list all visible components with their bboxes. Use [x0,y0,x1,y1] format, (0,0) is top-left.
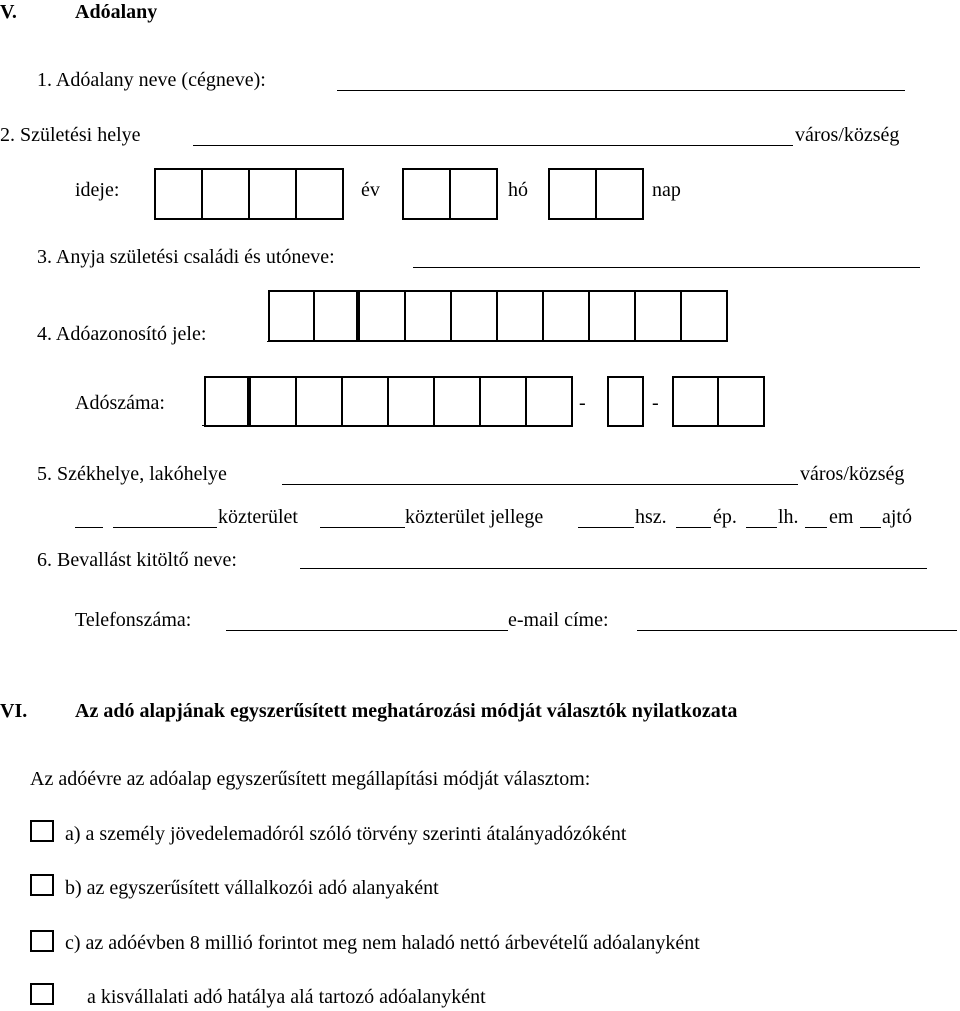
tax-number-digit-box[interactable] [297,376,343,427]
tax-id-digit-box[interactable] [360,290,406,342]
month-digit-box[interactable] [404,168,451,220]
street-type-label: közterület jellege [405,506,544,528]
tax-id-digit-box[interactable] [315,290,360,342]
tax-id-digit-box[interactable] [682,290,728,342]
tax-id-digit-box[interactable] [498,290,544,342]
day-digit-box[interactable] [597,168,644,220]
tax-number-digit-box[interactable] [719,376,765,427]
day-boxes[interactable] [548,168,644,220]
tax-id-digit-box[interactable] [452,290,498,342]
phone-label: Telefonszáma: [75,609,192,631]
house-number-label: hsz. [635,506,667,528]
name-field[interactable] [337,90,905,91]
tax-id-digit-box[interactable] [544,290,590,342]
tax-id-boxes[interactable] [268,290,728,342]
tax-number-county-boxes[interactable] [672,376,765,427]
door-field[interactable] [860,527,881,528]
floor-field[interactable] [805,527,827,528]
house-number-field[interactable] [578,527,634,528]
filler-name-field[interactable] [300,568,927,569]
option-a-label: a) a személy jövedelemadóról szóló törvény szerinti átalányadózóként [65,823,627,845]
year-digit-box[interactable] [297,168,344,220]
day-label: nap [652,179,681,201]
tax-id-digit-box[interactable] [590,290,636,342]
tax-number-digit-box[interactable] [674,376,719,427]
year-digit-box[interactable] [250,168,297,220]
year-label: év [361,179,380,201]
option-a-checkbox[interactable] [30,820,54,842]
seat-field[interactable] [282,484,798,485]
option-b-checkbox[interactable] [30,874,54,896]
tax-number-digit-box[interactable] [481,376,527,427]
tax-number-digit-box[interactable] [389,376,435,427]
city-label: város/község [800,463,905,485]
option-c-label: c) az adóévben 8 millió forintot meg nem haladó nettó árbevételű adóalanyként [65,932,700,954]
floor-label: em [829,506,854,528]
year-digit-box[interactable] [203,168,250,220]
email-label: e-mail címe: [508,609,609,631]
day-digit-box[interactable] [550,168,597,220]
tax-number-digit-box[interactable] [251,376,297,427]
tax-number-digit-box[interactable] [609,376,644,427]
section-number: V. [0,1,17,23]
tax-id-digit-box[interactable] [636,290,682,342]
year-boxes[interactable] [154,168,344,220]
stairway-field[interactable] [746,527,777,528]
item-label: 5. Székhelye, lakóhelye [37,463,227,485]
tax-number-digit-box[interactable] [343,376,389,427]
item-label: 1. Adóalany neve (cégneve): [37,69,266,91]
option-c-checkbox[interactable] [30,930,54,952]
tax-number-digit-box[interactable] [527,376,573,427]
item-label: 3. Anyja születési családi és utóneve: [37,246,335,268]
tax-number-digit-box[interactable] [435,376,481,427]
option-d-label: a kisvállalati adó hatálya alá tartozó adóalanyként [87,986,486,1008]
year-digit-box[interactable] [156,168,203,220]
street-field[interactable] [113,527,217,528]
zip-field[interactable] [75,527,103,528]
mother-name-field[interactable] [413,267,920,268]
dash: - [652,392,659,414]
section-title: Adóalany [75,1,158,23]
tax-number-vat-box[interactable] [607,376,644,427]
tax-id-digit-box[interactable] [270,290,315,342]
month-digit-box[interactable] [451,168,498,220]
tax-number-label: Adószáma: [75,392,165,414]
option-d-checkbox[interactable] [30,983,54,1005]
street-label: közterület [218,506,298,528]
section-number: VI. [0,700,28,722]
dash: - [579,392,586,414]
tax-number-boxes[interactable] [204,376,573,427]
city-label: város/község [795,124,900,146]
month-boxes[interactable] [402,168,498,220]
door-label: ajtó [882,506,912,528]
birthplace-field[interactable] [193,145,793,146]
stairway-label: lh. [778,506,799,528]
tax-id-digit-box[interactable] [406,290,452,342]
option-b-label: b) az egyszerűsített vállalkozói adó alanyaként [65,877,439,899]
intro-text: Az adóévre az adóalap egyszerűsített megállapítási módját választom: [30,768,591,790]
section-title: Az adó alapjának egyszerűsített meghatározási módját választók nyilatkozata [75,700,738,722]
month-label: hó [508,179,528,201]
email-field[interactable] [637,630,957,631]
building-field[interactable] [676,527,711,528]
item-label: 4. Adóazonosító jele: [37,323,207,345]
street-type-field[interactable] [320,527,405,528]
phone-field[interactable] [226,630,508,631]
item-label: 6. Bevallást kitöltő neve: [37,549,237,571]
tax-number-digit-box[interactable] [206,376,251,427]
item-label: 2. Születési helye [0,124,141,146]
date-label: ideje: [75,179,120,201]
building-label: ép. [713,506,737,528]
